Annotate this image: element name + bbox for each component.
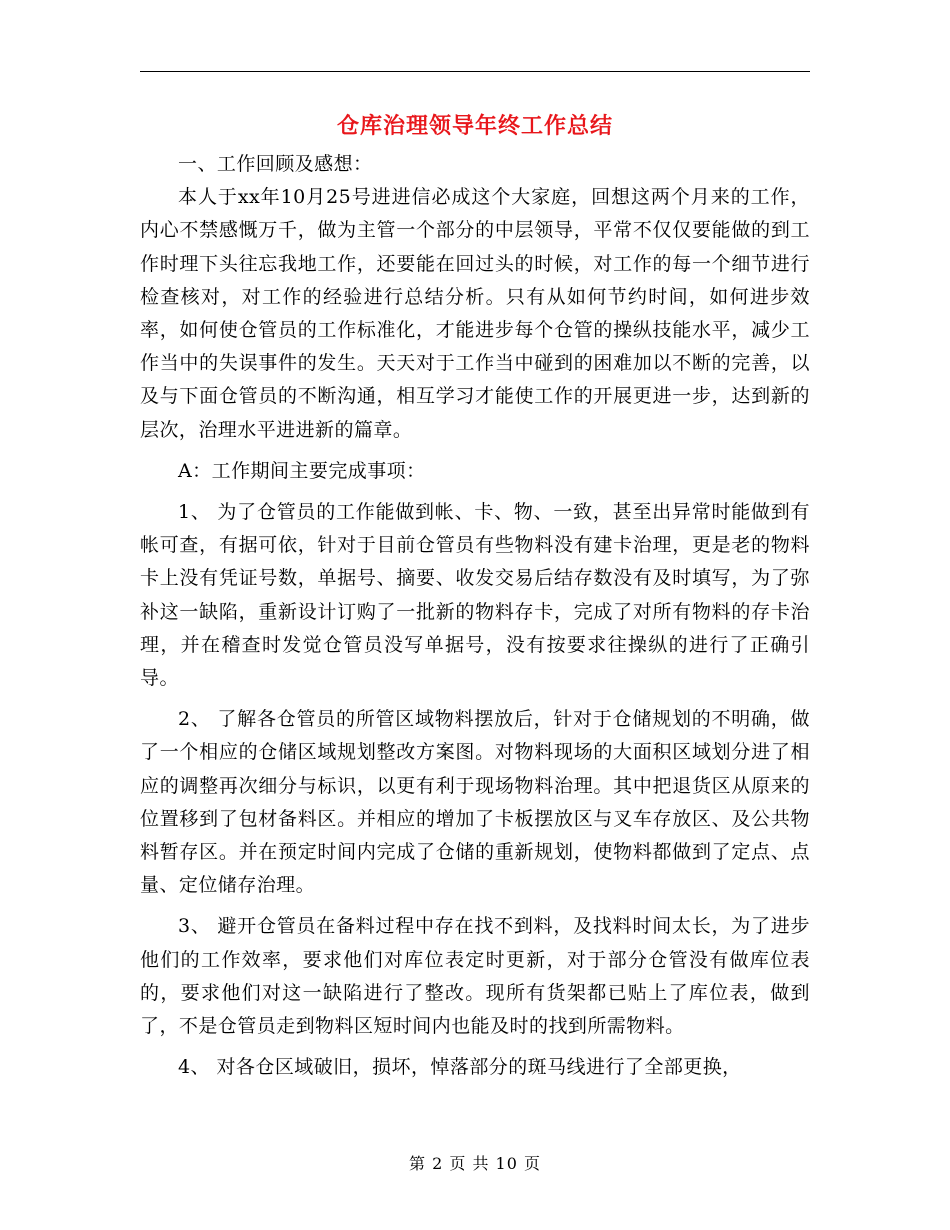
paragraph-item-2: 2、 了解各仓管员的所管区域物料摆放后，针对于仓储规划的不明确，做了一个相应的仓储区域规划整改方案图。对物料现场的大面积区域划分进了相应的调整再次细分与标识，以更有利于现场物料治理。其中把退货区从原来的位置移到了包材备料区。并相应的增加了卡板摆放区与叉车存放区、及公共物料暂存区。并在预定时间内完成了仓储的重新规划，使物料都做到了定点、点量、定位储存治理。	[140, 708, 810, 897]
document-body	[140, 148, 810, 1084]
page-footer	[0, 1152, 950, 1176]
page-label-mid: 页 共	[449, 1154, 490, 1173]
total-pages-number: 10	[495, 1154, 518, 1173]
paragraph-item-1: 1、 为了仓管员的工作能做到帐、卡、物、一致，甚至出异常时能做到有帐可查，有据可依，针对于目前仓管员有些物料没有建卡治理，更是老的物料卡上没有凭证号数，单据号、摘要、收发交易后结存数没有及时填写，为了弥补这一缺陷，重新设计订购了一批新的物料存卡，完成了对所有物料的存卡治理，并在稽查时发觉仓管员没写单据号，没有按要求往操纵的进行了正确引导。	[140, 501, 810, 690]
section-heading-review: 一、工作回顾及感想：	[178, 153, 373, 175]
paragraph-intro: 本人于xx年10月25号进进信必成这个大家庭，回想这两个月来的工作，内心不禁感慨万千，做为主管一个部分的中层领导，平常不仅仅要能做的到工作时理下头往忘我地工作，还要能在回过头的时候，对工作的每一个细节进行检查核对，对工作的经验进行总结分析。只有从如何节约时间，如何进步效率，如何使仓管员的工作标准化，才能进步每个仓管的操纵技能水平，减少工作当中的失误事件的发生。天天对于工作当中碰到的困难加以不断的完善，以及与下面仓管员的不断沟通，相互学习才能使工作的开展更进一步，达到新的层次，治理水平进进新的篇章。	[140, 186, 810, 441]
document-title: 仓库治理领导年终工作总结	[336, 113, 613, 139]
paragraph-item-3: 3、 避开仓管员在备料过程中存在找不到料，及找料时间太长，为了进步他们的工作效率，要求他们对库位表定时更新，对于部分仓管没有做库位表的，要求他们对这一缺陷进行了整改。现所有货架都已贴上了库位表，做到了，不是仓管员走到物料区短时间内也能及时的找到所需物料。	[140, 915, 810, 1038]
header-rule	[140, 71, 810, 72]
current-page-number: 2	[432, 1154, 444, 1173]
page-label-suffix: 页	[524, 1154, 542, 1173]
paragraph-item-4: 4、 对各仓区域破旧，损坏，悼落部分的斑马线进行了全部更换，	[178, 1056, 742, 1079]
section-heading-tasks: A：工作期间主要完成事项：	[178, 459, 426, 482]
page-label-prefix: 第	[408, 1154, 426, 1173]
